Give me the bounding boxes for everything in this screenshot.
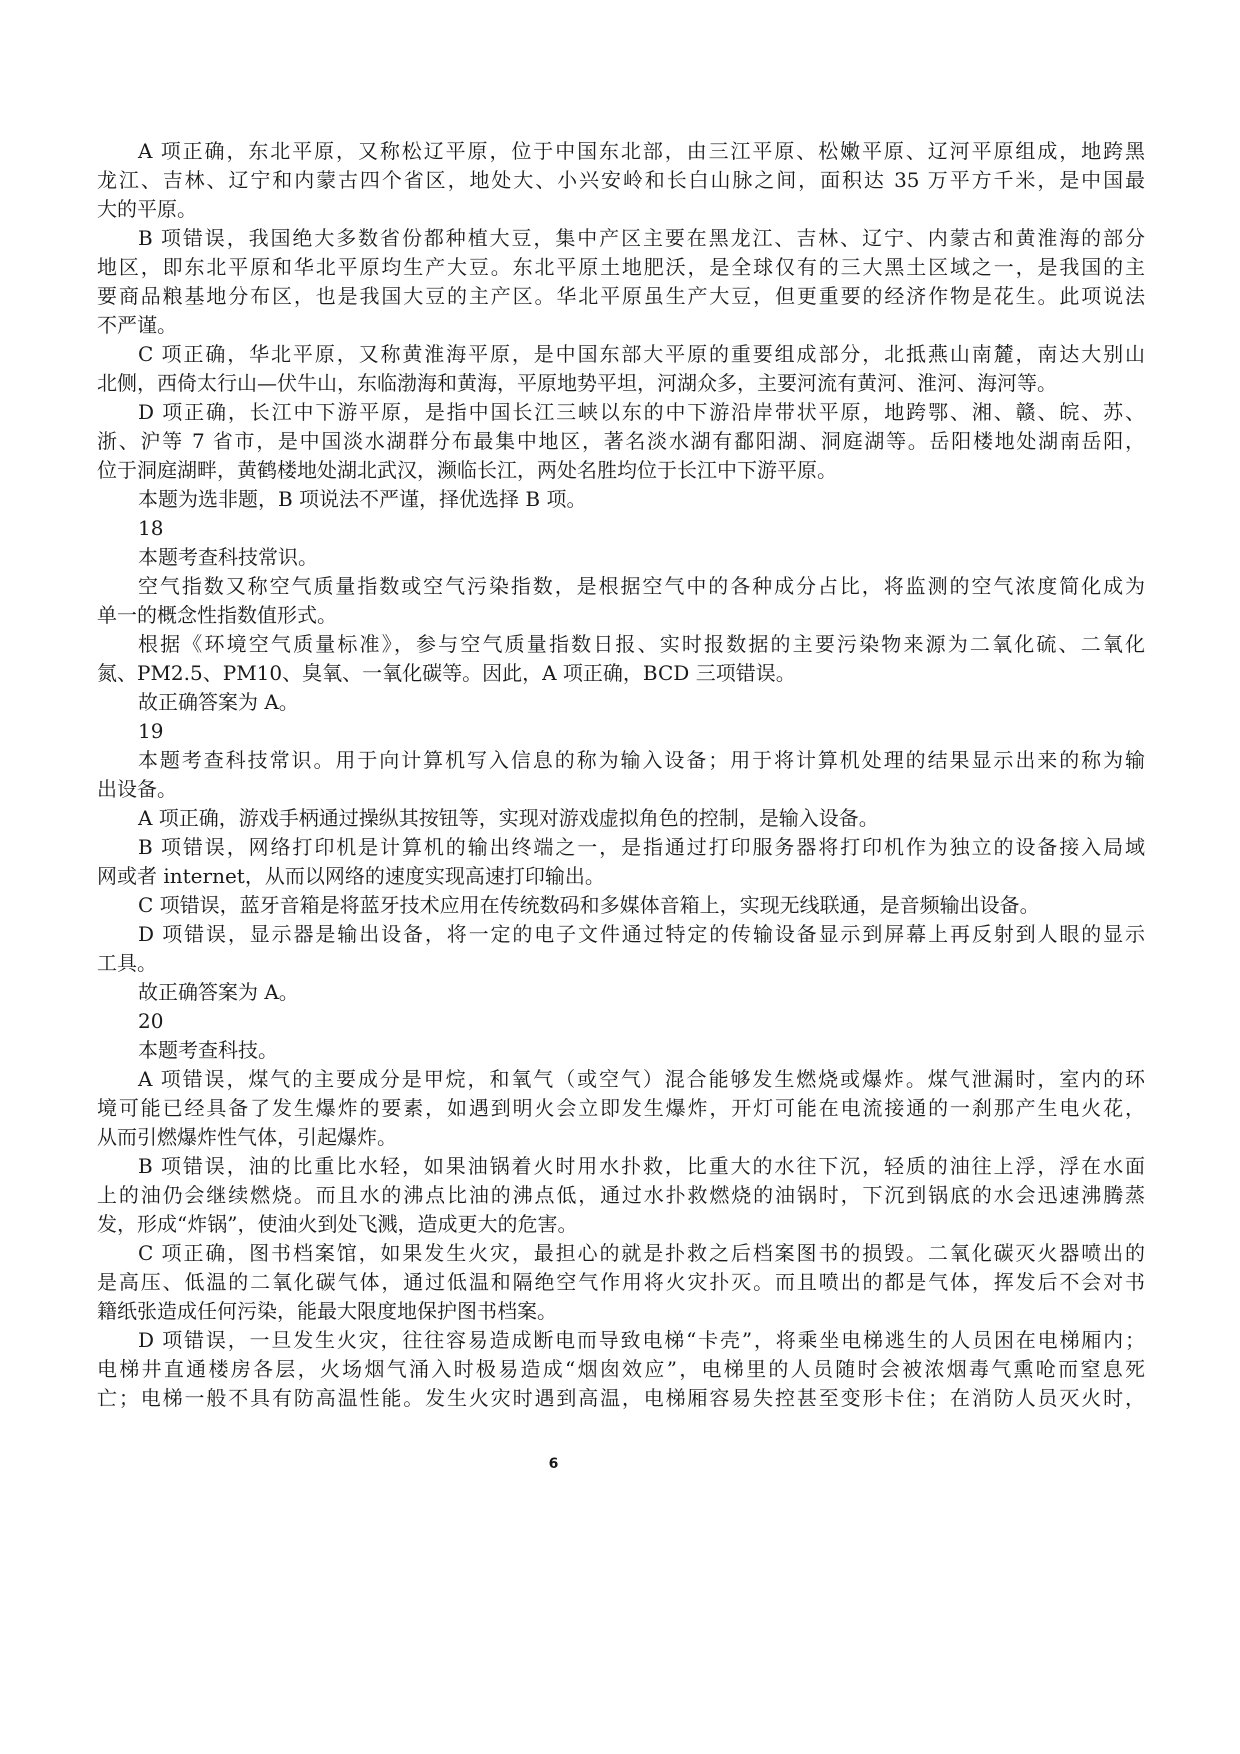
text-line: 18 (138, 516, 164, 540)
text-line: 19 (138, 719, 164, 743)
text-line: 网或者 internet，从而以网络的速度实现高速打印输出。 (97, 864, 605, 888)
text-line: 大的平原。 (97, 197, 197, 221)
text-line: A 项正确，东北平原，又称松辽平原，位于中国东北部，由三江平原、松嫩平原、辽河平原组成，地跨黑 (138, 139, 1145, 163)
paragraph (97, 340, 1145, 398)
text-line: D 项正确，长江中下游平原，是指中国长江三峡以东的中下游沿岸带状平原，地跨鄂、湘、赣、皖、苏、 (138, 400, 1145, 424)
page-number: 6 (548, 1456, 559, 1472)
text-line: 本题为选非题，B 项说法不严谨，择优选择 B 项。 (138, 487, 587, 511)
paragraph (97, 1036, 1145, 1065)
text-line: 从而引燃爆炸性气体，引起爆炸。 (97, 1125, 397, 1149)
text-line: 出设备。 (97, 777, 177, 801)
text-line: B 项错误，网络打印机是计算机的输出终端之一，是指通过打印服务器将打印机作为独立的设备接入局域 (138, 835, 1145, 859)
text-line: 浙、沪等 7 省市，是中国淡水湖群分布最集中地区，著名淡水湖有鄱阳湖、洞庭湖等。岳阳楼地处湖南岳阳， (97, 429, 1145, 453)
paragraph (97, 485, 1145, 514)
text-line: 故正确答案为 A。 (138, 980, 299, 1004)
text-line: C 项正确，华北平原，又称黄淮海平原，是中国东部大平原的重要组成部分，北抵燕山南麓，南达大别山 (138, 342, 1145, 366)
paragraph (97, 224, 1145, 340)
text-line: 要商品粮基地分布区，也是我国大豆的主产区。华北平原虽生产大豆，但更重要的经济作物是花生。此项说法 (97, 284, 1145, 308)
paragraph (97, 891, 1145, 920)
text-line: 亡；电梯一般不具有防高温性能。发生火灾时遇到高温，电梯厢容易失控甚至变形卡住；在消防人员灭火时， (97, 1386, 1145, 1410)
text-line: A 项正确，游戏手柄通过操纵其按钮等，实现对游戏虚拟角色的控制，是输入设备。 (138, 806, 879, 830)
text-line: A 项错误，煤气的主要成分是甲烷，和氧气（或空气）混合能够发生燃烧或爆炸。煤气泄漏时，室内的环 (138, 1067, 1145, 1091)
paragraph (97, 1007, 1145, 1036)
text-line: 20 (138, 1009, 164, 1033)
document-body (97, 137, 1145, 1413)
text-line: 上的油仍会继续燃烧。而且水的沸点比油的沸点低，通过水扑救燃烧的油锅时，下沉到锅底的水会迅速沸腾蒸 (97, 1183, 1145, 1207)
text-line: 是高压、低温的二氧化碳气体，通过低温和隔绝空气作用将火灾扑灭。而且喷出的都是气体，挥发后不会对书 (97, 1270, 1145, 1294)
paragraph (97, 688, 1145, 717)
text-line: 单一的概念性指数值形式。 (97, 603, 337, 627)
text-line: 龙江、吉林、辽宁和内蒙古四个省区，地处大、小兴安岭和长白山脉之间，面积达 35 万平方千米，是中国最 (97, 168, 1145, 192)
text-line: 不严谨。 (97, 313, 177, 337)
paragraph (97, 630, 1145, 688)
paragraph (97, 717, 1145, 746)
text-line: B 项错误，油的比重比水轻，如果油锅着火时用水扑救，比重大的水往下沉，轻质的油往上浮，浮在水面 (138, 1154, 1145, 1178)
text-line: 本题考查科技常识。用于向计算机写入信息的称为输入设备；用于将计算机处理的结果显示出来的称为输 (138, 748, 1145, 772)
text-line: C 项错误，蓝牙音箱是将蓝牙技术应用在传统数码和多媒体音箱上，实现无线联通，是音频输出设备。 (138, 893, 1040, 917)
paragraph (97, 398, 1145, 485)
text-line: B 项错误，我国绝大多数省份都种植大豆，集中产区主要在黑龙江、吉林、辽宁、内蒙古和黄淮海的部分 (138, 226, 1145, 250)
text-line: 根据《环境空气质量标准》，参与空气质量指数日报、实时报数据的主要污染物来源为二氧化硫、二氧化 (138, 632, 1145, 656)
paragraph (97, 1239, 1145, 1326)
text-line: D 项错误，一旦发生火灾，往往容易造成断电而导致电梯“卡壳”，将乘坐电梯逃生的人员困在电梯厢内； (138, 1328, 1145, 1352)
text-line: D 项错误，显示器是输出设备，将一定的电子文件通过特定的传输设备显示到屏幕上再反射到人眼的显示 (138, 922, 1145, 946)
text-line: 北侧，西倚太行山—伏牛山，东临渤海和黄海，平原地势平坦，河湖众多，主要河流有黄河、淮河、海河等。 (97, 371, 1057, 395)
text-line: 电梯井直通楼房各层，火场烟气涌入时极易造成“烟囱效应”，电梯里的人员随时会被浓烟毒气熏呛而窒息死 (97, 1357, 1145, 1381)
paragraph (97, 1152, 1145, 1239)
text-line: C 项正确，图书档案馆，如果发生火灾，最担心的就是扑救之后档案图书的损毁。二氧化碳灭火器喷出的 (138, 1241, 1145, 1265)
text-line: 地区，即东北平原和华北平原均生产大豆。东北平原土地肥沃，是全球仅有的三大黑土区域之一，是我国的主 (97, 255, 1145, 279)
text-line: 发，形成“炸锅”，使油火到处飞溅，造成更大的危害。 (97, 1212, 578, 1236)
text-line: 空气指数又称空气质量指数或空气污染指数，是根据空气中的各种成分占比，将监测的空气浓度简化成为 (138, 574, 1145, 598)
text-line: 工具。 (97, 951, 157, 975)
text-line: 籍纸张造成任何污染，能最大限度地保护图书档案。 (97, 1299, 557, 1323)
paragraph (97, 137, 1145, 224)
paragraph (97, 514, 1145, 543)
text-line: 本题考查科技。 (138, 1038, 278, 1062)
text-line: 位于洞庭湖畔，黄鹤楼地处湖北武汉，濒临长江，两处名胜均位于长江中下游平原。 (97, 458, 837, 482)
paragraph (97, 833, 1145, 891)
text-line: 境可能已经具备了发生爆炸的要素，如遇到明火会立即发生爆炸，开灯可能在电流接通的一刹那产生电火花， (97, 1096, 1145, 1120)
paragraph (97, 543, 1145, 572)
paragraph (97, 978, 1145, 1007)
paragraph (97, 746, 1145, 804)
paragraph (97, 1326, 1145, 1413)
text-line: 故正确答案为 A。 (138, 690, 299, 714)
paragraph (97, 920, 1145, 978)
paragraph (97, 804, 1145, 833)
paragraph (97, 1065, 1145, 1152)
text-line: 本题考查科技常识。 (138, 545, 318, 569)
text-line: 氮、PM2.5、PM10、臭氧、一氧化碳等。因此，A 项正确，BCD 三项错误。 (97, 661, 796, 685)
paragraph (97, 572, 1145, 630)
